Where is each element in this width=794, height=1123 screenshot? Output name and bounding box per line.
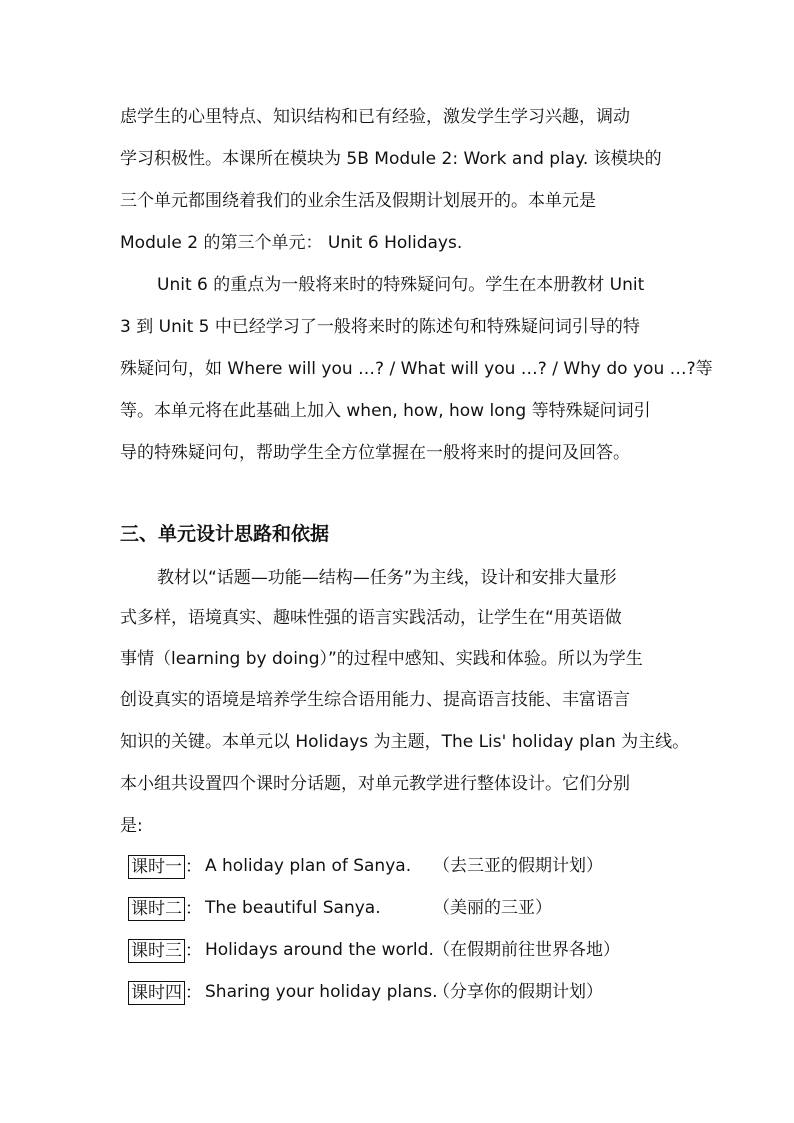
paragraph-line: 事情（learning by doing）”的过程中感知、实践和体验。所以为学生 (120, 649, 643, 669)
paragraph-line: 等。本单元将在此基础上加入 when, how, how long 等特殊疑问词引 (120, 401, 651, 421)
section-heading: 三、单元设计思路和依据 (120, 523, 330, 545)
lesson-chinese-title: （去三亚的假期计划） (433, 856, 603, 876)
lesson-item (128, 855, 603, 879)
paragraph-line: 本小组共设置四个课时分话题，对单元教学进行整体设计。它们分别 (120, 774, 630, 794)
lesson-item (128, 981, 603, 1005)
lesson-tag: 课时一 (128, 855, 185, 879)
lesson-separator: ： (185, 983, 202, 1003)
lesson-item (128, 939, 620, 963)
lesson-title: Sharing your holiday plans. (205, 982, 438, 1002)
lesson-tag: 课时三 (128, 939, 185, 963)
lesson-item (128, 897, 552, 921)
paragraph-line: 3 到 Unit 5 中已经学习了一般将来时的陈述句和特殊疑问词引导的特 (120, 317, 640, 337)
lesson-tag: 课时二 (128, 897, 185, 921)
lesson-separator: ： (185, 941, 202, 961)
paragraph-line: 知识的关键。本单元以 Holidays 为主题，The Lis' holiday plan 为主线。 (120, 732, 690, 752)
lesson-chinese-title: （美丽的三亚） (433, 898, 552, 918)
paragraph-line: 教材以“话题—功能—结构—任务”为主线，设计和安排大量形 (157, 568, 617, 588)
lesson-separator: ： (185, 899, 202, 919)
paragraph-line: 殊疑问句，如 Where will you …? / What will you …? / Why do you …?等 (120, 359, 713, 379)
lesson-chinese-title: （分享你的假期计划） (433, 982, 603, 1002)
paragraph-line: 导的特殊疑问句，帮助学生全方位掌握在一般将来时的提问及回答。 (120, 443, 630, 463)
lesson-title: A holiday plan of Sanya. (205, 856, 412, 876)
lesson-tag: 课时四 (128, 981, 185, 1005)
paragraph-line: 是: (120, 816, 143, 836)
lesson-separator: ： (185, 857, 202, 877)
lesson-title: Holidays around the world. (205, 940, 434, 960)
paragraph-line: 虑学生的心里特点、知识结构和已有经验，激发学生学习兴趣，调动 (120, 107, 630, 127)
paragraph-line: Unit 6 的重点为一般将来时的特殊疑问句。学生在本册教材 Unit (157, 275, 645, 295)
lesson-title: The beautiful Sanya. (205, 898, 381, 918)
paragraph-line: 三个单元都围绕着我们的业余生活及假期计划展开的。本单元是 (120, 191, 596, 211)
lesson-chinese-title: （在假期前往世界各地） (433, 940, 620, 960)
paragraph-line: 学习积极性。本课所在模块为 5B Module 2: Work and play. 该模块的 (120, 149, 662, 169)
paragraph-line: 式多样，语境真实、趣味性强的语言实践活动，让学生在“用英语做 (120, 608, 622, 628)
paragraph-line: 创设真实的语境是培养学生综合语用能力、提高语言技能、丰富语言 (120, 690, 630, 710)
paragraph-line: Module 2 的第三个单元： Unit 6 Holidays. (120, 233, 463, 253)
